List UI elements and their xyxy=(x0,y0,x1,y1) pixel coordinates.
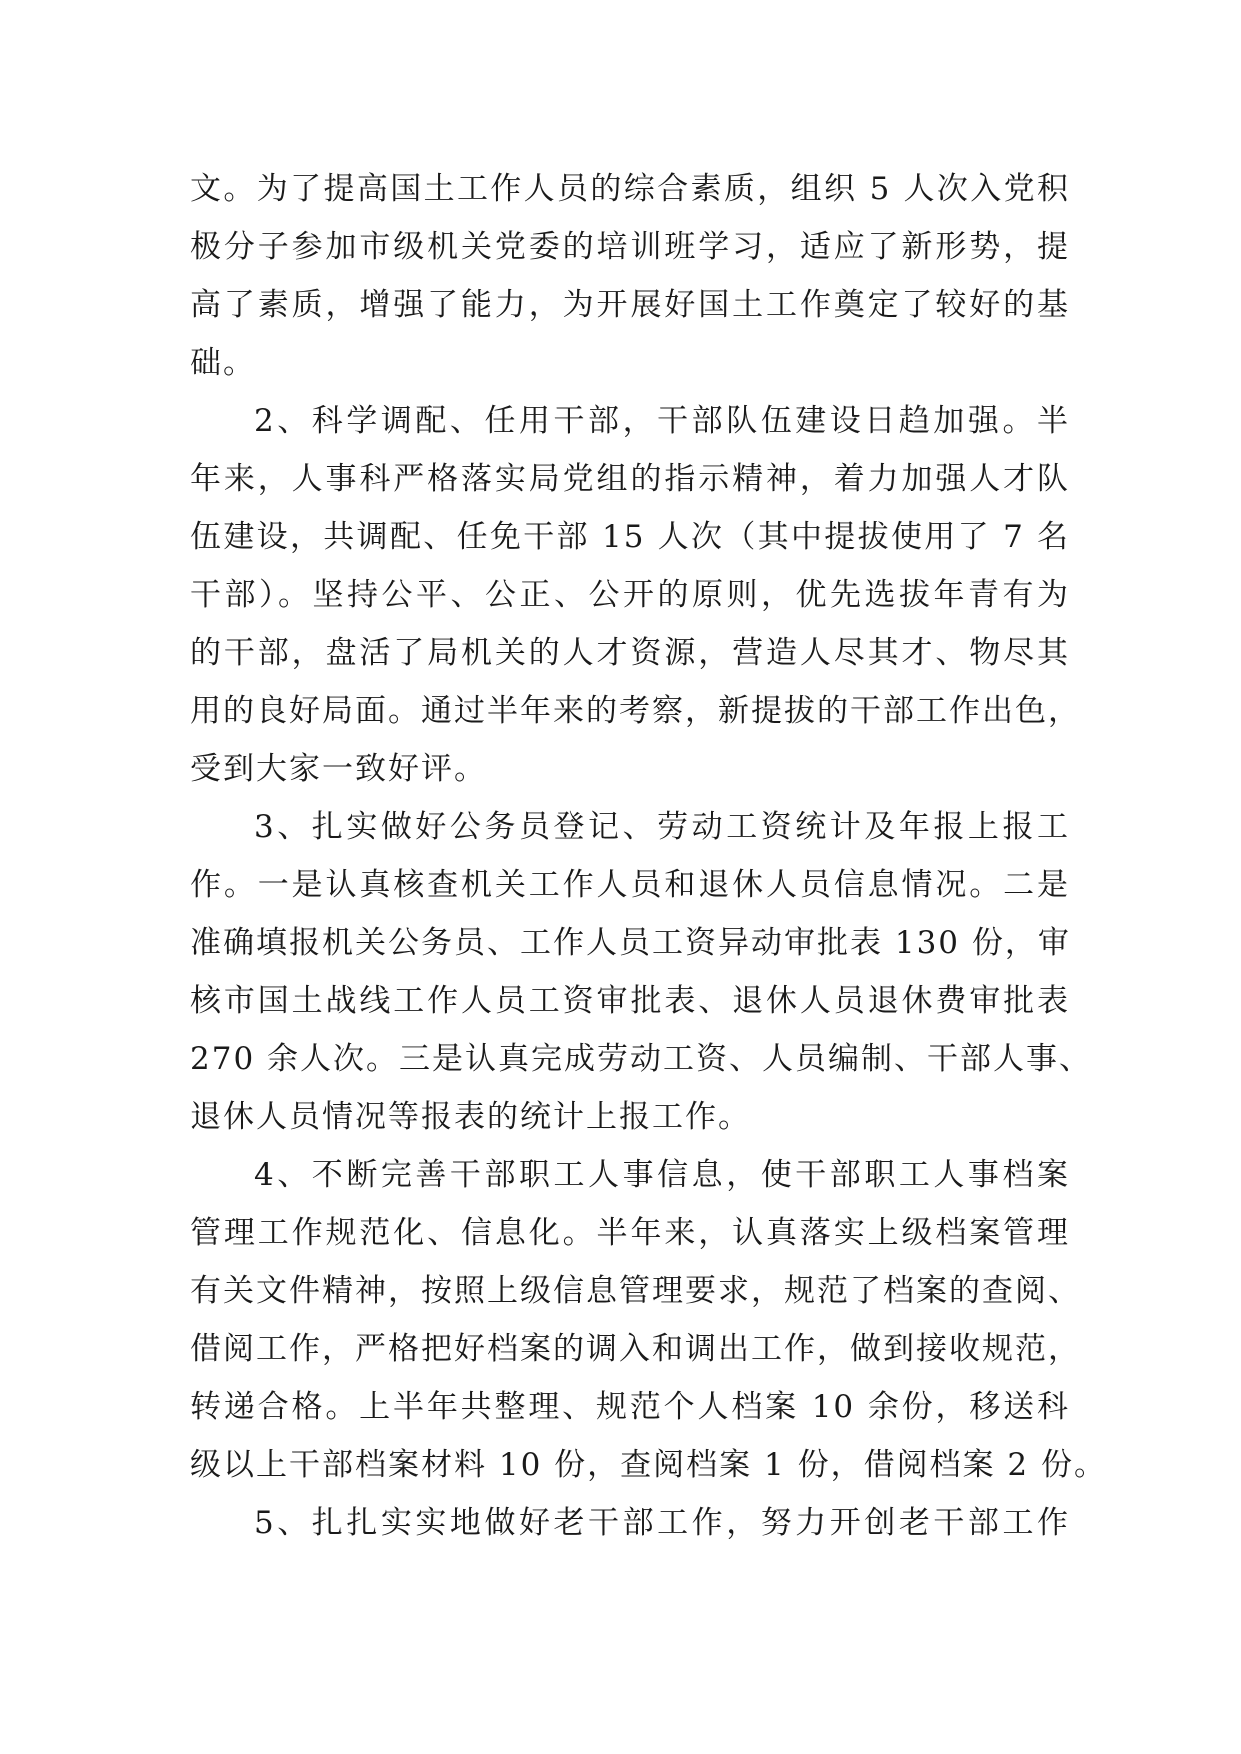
text-line: 用的良好局面。通过半年来的考察，新提拔的干部工作出色， xyxy=(190,693,1081,729)
text-line: 准确填报机关公务员、工作人员工资异动审批表 130 份，审 xyxy=(190,925,1071,961)
text-line: 管理工作规范化、信息化。半年来，认真落实上级档案管理 xyxy=(190,1215,1070,1251)
text-line: 年来，人事科严格落实局党组的指示精神，着力加强人才队 xyxy=(190,461,1070,497)
text-line: 借阅工作，严格把好档案的调入和调出工作，做到接收规范， xyxy=(190,1331,1081,1367)
text-line: 的干部，盘活了局机关的人才资源，营造人尽其才、物尽其 xyxy=(190,635,1070,671)
text-line: 级以上干部档案材料 10 份，查阅档案 1 份，借阅档案 2 份。 xyxy=(190,1447,1108,1483)
paragraph-2 xyxy=(190,392,1081,798)
text-line: 2、科学调配、任用干部，干部队伍建设日趋加强。半 xyxy=(254,403,1070,439)
text-line: 270 余人次。三是认真完成劳动工资、人员编制、干部人事、 xyxy=(190,1041,1093,1077)
text-line: 3、扎实做好公务员登记、劳动工资统计及年报上报工 xyxy=(254,809,1070,845)
text-line: 转递合格。上半年共整理、规范个人档案 10 余份，移送科 xyxy=(190,1389,1070,1425)
text-line: 极分子参加市级机关党委的培训班学习，适应了新形势，提 xyxy=(190,229,1070,265)
text-line: 文。为了提高国土工作人员的综合素质，组织 5 人次入党积 xyxy=(190,171,1070,207)
text-line: 退休人员情况等报表的统计上报工作。 xyxy=(190,1099,751,1135)
text-line: 有关文件精神，按照上级信息管理要求，规范了档案的查阅、 xyxy=(190,1273,1081,1309)
paragraph-3 xyxy=(190,798,1093,1146)
paragraph-1 xyxy=(190,160,1070,392)
text-line: 高了素质，增强了能力，为开展好国土工作奠定了较好的基 xyxy=(190,287,1070,323)
text-line: 干部）。坚持公平、公正、公开的原则，优先选拔年青有为 xyxy=(190,577,1070,613)
text-line: 伍建设，共调配、任免干部 15 人次（其中提拔使用了 7 名 xyxy=(190,519,1070,555)
document-body xyxy=(190,160,1108,1552)
text-line: 作。一是认真核查机关工作人员和退休人员信息情况。二是 xyxy=(190,867,1070,903)
paragraph-5 xyxy=(190,1494,1070,1552)
paragraph-4 xyxy=(190,1146,1108,1494)
text-line: 础。 xyxy=(190,345,256,381)
text-line: 4、不断完善干部职工人事信息，使干部职工人事档案 xyxy=(254,1157,1070,1193)
text-line: 核市国土战线工作人员工资审批表、退休人员退休费审批表 xyxy=(190,983,1070,1019)
text-line: 5、扎扎实实地做好老干部工作，努力开创老干部工作 xyxy=(254,1505,1070,1541)
text-line: 受到大家一致好评。 xyxy=(190,751,487,787)
